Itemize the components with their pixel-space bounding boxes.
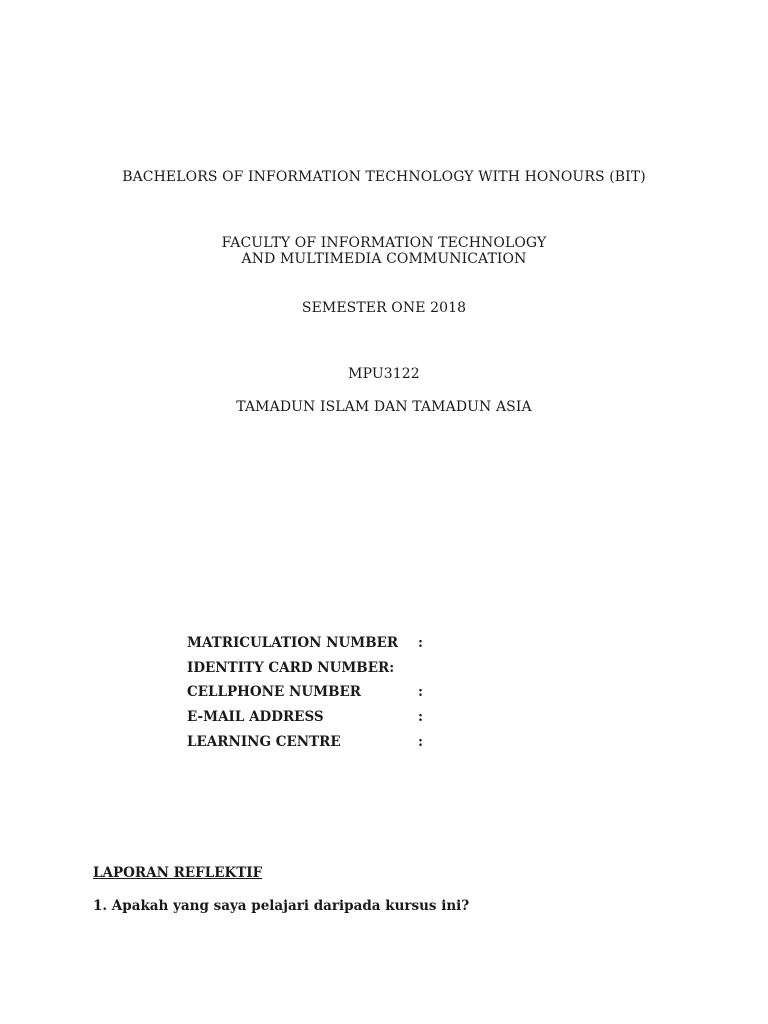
info-label: E-MAIL ADDRESS bbox=[187, 709, 324, 725]
course-code: MPU3122 bbox=[348, 366, 420, 382]
report-heading: LAPORAN REFLEKTIF bbox=[93, 865, 263, 881]
info-colon: : bbox=[418, 709, 423, 725]
question-1: 1. Apakah yang saya pelajari daripada kursus ini? bbox=[93, 898, 470, 914]
info-colon: : bbox=[418, 684, 423, 700]
info-colon: : bbox=[418, 734, 423, 750]
info-label: IDENTITY CARD NUMBER: bbox=[187, 660, 395, 676]
course-title: TAMADUN ISLAM DAN TAMADUN ASIA bbox=[236, 399, 532, 415]
faculty-line-2: AND MULTIMEDIA COMMUNICATION bbox=[241, 251, 527, 267]
info-label: CELLPHONE NUMBER bbox=[187, 684, 361, 700]
info-label: LEARNING CENTRE bbox=[187, 734, 341, 750]
info-label: MATRICULATION NUMBER bbox=[187, 635, 399, 651]
programme-title: BACHELORS OF INFORMATION TECHNOLOGY WITH HONOURS (BIT) bbox=[122, 169, 646, 185]
info-colon: : bbox=[418, 635, 423, 651]
faculty-line-1: FACULTY OF INFORMATION TECHNOLOGY bbox=[221, 235, 547, 251]
semester-label: SEMESTER ONE 2018 bbox=[301, 300, 467, 316]
